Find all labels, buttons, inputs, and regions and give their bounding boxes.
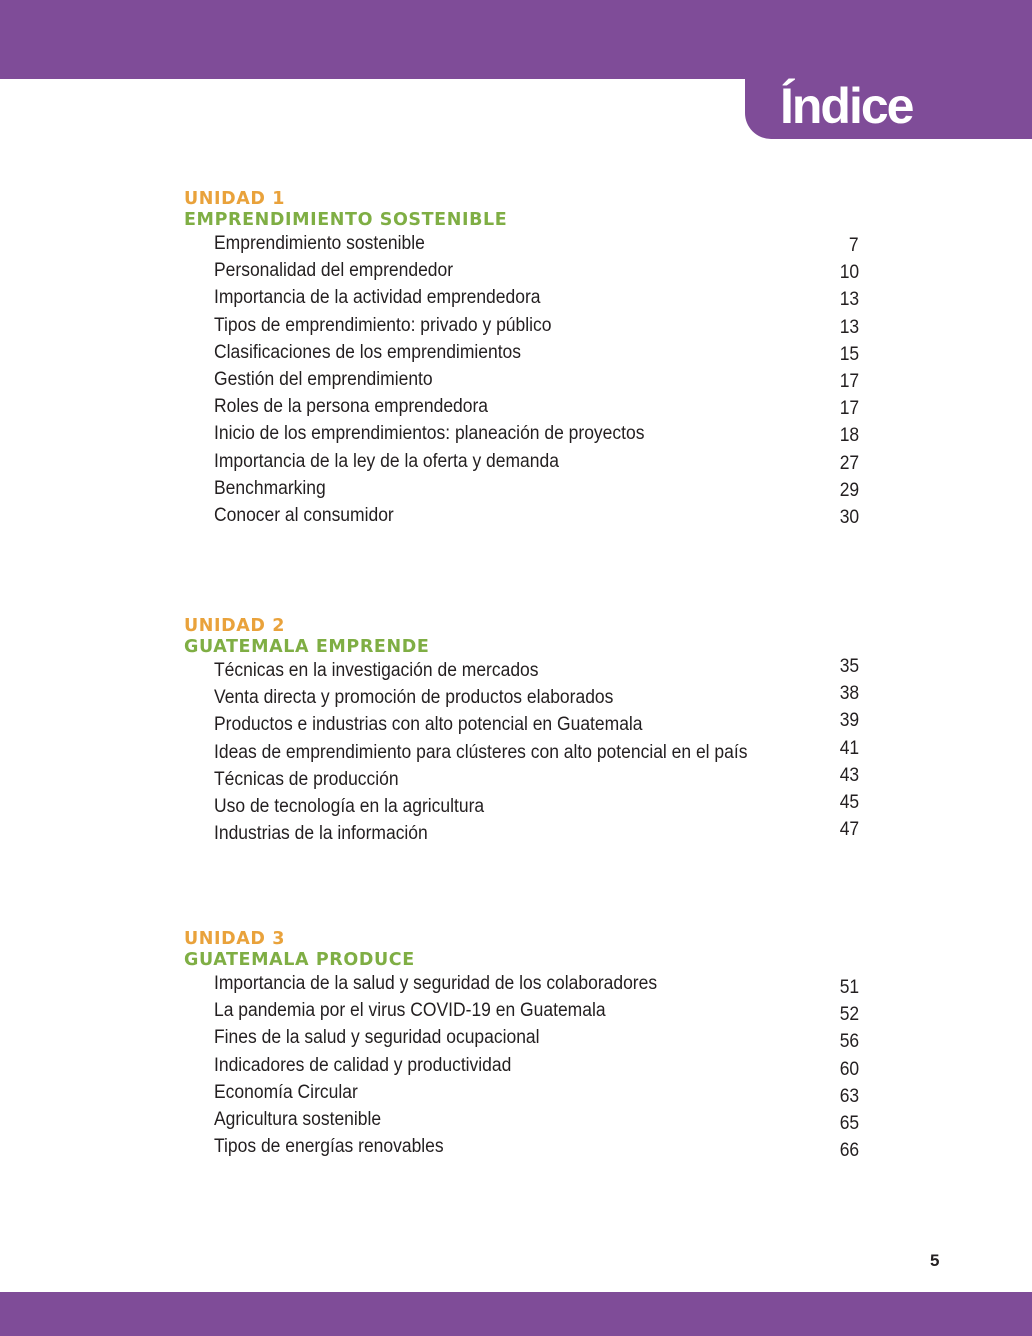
toc-entry-title: Técnicas de producción: [214, 768, 399, 790]
toc-entry-page: 52: [839, 1004, 859, 1026]
toc-entry-title: Importancia de la ley de la oferta y demanda: [214, 450, 559, 472]
toc-list: [184, 973, 884, 1163]
toc-entry-title: Clasificaciones de los emprendimientos: [214, 341, 522, 363]
toc-list: [184, 233, 884, 532]
toc-entry-page: 65: [839, 1112, 859, 1134]
toc-entry-title: La pandemia por el virus COVID-19 en Guatemala: [214, 1000, 606, 1022]
toc-entry[interactable]: [184, 819, 884, 850]
toc-entry-title: Gestión del emprendimiento: [214, 368, 433, 390]
toc-entry-page: 17: [839, 398, 859, 420]
unit-3-section: [184, 928, 884, 1163]
toc-entry[interactable]: [184, 1136, 884, 1163]
toc-entry-title: Venta directa y promoción de productos elaborados: [214, 687, 614, 709]
toc-entry-page: 51: [839, 977, 859, 998]
toc-entry[interactable]: [184, 233, 884, 260]
toc-entry[interactable]: [184, 710, 884, 741]
toc-entry-title: Tipos de energías renovables: [214, 1136, 444, 1158]
page-title: Índice: [780, 78, 913, 134]
toc-entry-page: 35: [839, 656, 859, 677]
toc-entry[interactable]: [184, 342, 884, 369]
header-band: [0, 0, 1032, 79]
toc-entry-page: 66: [839, 1140, 859, 1162]
unit-title: EMPRENDIMIENTO SOSTENIBLE: [184, 210, 508, 230]
unit-label: UNIDAD 2: [184, 616, 286, 636]
unit-title: GUATEMALA PRODUCE: [184, 950, 415, 970]
toc-entry-page: 39: [839, 710, 859, 732]
toc-entry-title: Importancia de la actividad emprendedora: [214, 287, 541, 309]
toc-entry[interactable]: [184, 1027, 884, 1054]
toc-entry-title: Indicadores de calidad y productividad: [214, 1054, 512, 1076]
toc-entry[interactable]: [184, 260, 884, 287]
toc-entry-title: Inicio de los emprendimientos: planeación de proyectos: [214, 423, 645, 445]
toc-entry-page: 10: [839, 262, 859, 284]
toc-list: [184, 656, 884, 850]
toc-entry[interactable]: [184, 423, 884, 450]
toc-entry[interactable]: [184, 451, 884, 478]
toc-entry-page: 63: [839, 1085, 859, 1107]
toc-entry-title: Ideas de emprendimiento para clústeres con alto potencial en el país: [214, 741, 748, 763]
toc-entry-page: 30: [839, 506, 859, 528]
toc-entry-title: Fines de la salud y seguridad ocupacional: [214, 1027, 540, 1049]
toc-entry-page: 18: [839, 425, 859, 447]
toc-entry-page: 15: [839, 343, 859, 365]
toc-entry-page: 56: [839, 1031, 859, 1053]
toc-entry-title: Economía Circular: [214, 1081, 358, 1103]
toc-entry-page: 43: [839, 764, 859, 786]
toc-entry-page: 17: [839, 370, 859, 392]
unit-label: UNIDAD 3: [184, 929, 286, 949]
toc-entry-title: Productos e industrias con alto potencial en Guatemala: [214, 714, 643, 736]
toc-entry[interactable]: [184, 1055, 884, 1082]
toc-entry-page: 29: [839, 479, 859, 501]
toc-entry-page: 13: [839, 289, 859, 311]
toc-entry[interactable]: [184, 505, 884, 532]
toc-entry[interactable]: [184, 1000, 884, 1027]
toc-entry[interactable]: [184, 1109, 884, 1136]
toc-entry-title: Roles de la persona emprendedora: [214, 396, 489, 418]
toc-entry[interactable]: [184, 764, 884, 796]
toc-entry[interactable]: [184, 287, 884, 314]
toc-entry-title: Importancia de la salud y seguridad de los colaboradores: [214, 973, 658, 994]
toc-entry-page: 47: [839, 819, 859, 841]
page-number: 5: [930, 1251, 940, 1270]
toc-entry[interactable]: [184, 737, 884, 769]
toc-entry[interactable]: [184, 656, 884, 687]
toc-entry-title: Industrias de la información: [214, 823, 428, 845]
toc-entry[interactable]: [184, 396, 884, 423]
toc-entry[interactable]: [184, 478, 884, 505]
toc-entry[interactable]: [184, 973, 884, 1000]
toc-entry-page: 13: [839, 316, 859, 338]
unit-label: UNIDAD 1: [184, 189, 286, 209]
toc-entry-title: Uso de tecnología en la agricultura: [214, 795, 485, 817]
toc-entry-page: 45: [839, 791, 859, 813]
toc-entry-page: 41: [839, 737, 859, 759]
unit-2-section: [184, 615, 884, 850]
toc-entry[interactable]: [184, 315, 884, 342]
toc-entry-page: 38: [839, 683, 859, 705]
toc-entry-title: Emprendimiento sostenible: [214, 233, 425, 254]
toc-entry[interactable]: [184, 1082, 884, 1109]
toc-entry-title: Conocer al consumidor: [214, 504, 394, 526]
footer-band: [0, 1292, 1032, 1336]
toc-entry-title: Agricultura sostenible: [214, 1108, 382, 1130]
unit-1-section: [184, 188, 884, 532]
unit-title: GUATEMALA EMPRENDE: [184, 637, 430, 657]
toc-entry-page: 27: [839, 452, 859, 474]
toc-entry-title: Benchmarking: [214, 477, 326, 499]
toc-entry-page: 7: [849, 235, 859, 256]
toc-entry-title: Tipos de emprendimiento: privado y público: [214, 314, 552, 336]
toc-entry-title: Técnicas en la investigación de mercados: [214, 660, 539, 681]
toc-entry-page: 60: [839, 1058, 859, 1080]
toc-entry[interactable]: [184, 683, 884, 714]
toc-entry[interactable]: [184, 791, 884, 823]
toc-entry[interactable]: [184, 369, 884, 396]
toc-entry-title: Personalidad del emprendedor: [214, 260, 454, 282]
